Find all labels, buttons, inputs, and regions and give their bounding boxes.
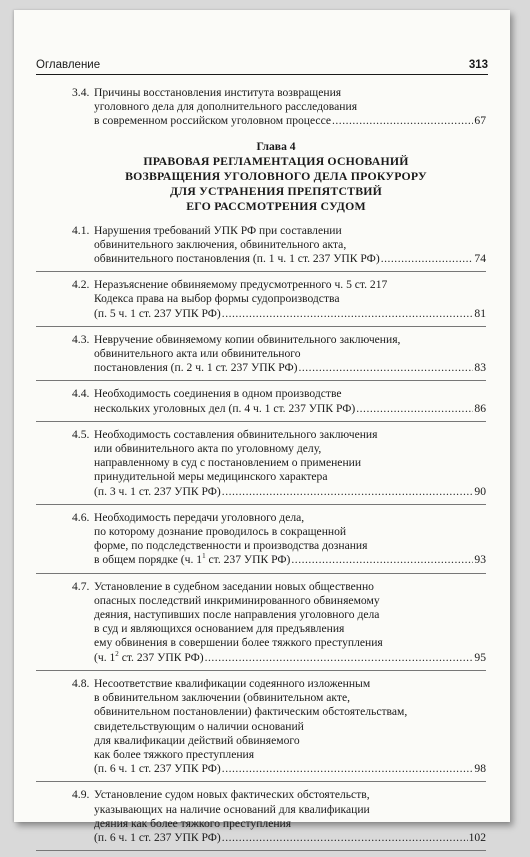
toc-entry[interactable] — [36, 428, 486, 505]
toc-page-number: 102 — [468, 830, 486, 844]
toc-entry-line: (п. 6 ч. 1 ст. 237 УПК РФ) — [94, 762, 221, 776]
chapter-title-line: ДЛЯ УСТРАНЕНИЯ ПРЕПЯТСТВИЙ — [169, 183, 383, 198]
toc-entry-line: деяния как более тяжкого преступления — [94, 816, 292, 830]
chapter-title-line: ЕГО РАССМОТРЕНИЯ СУДОМ — [186, 198, 366, 213]
toc-entry-line: Несоответствие квалификации содеянного изложенным — [94, 676, 371, 690]
toc-entry[interactable] — [36, 511, 486, 574]
toc-entry-number: 4.4. — [72, 387, 90, 401]
toc-page-number: 86 — [474, 401, 486, 415]
entry-separator — [36, 850, 486, 851]
toc-entry-line: принудительной меры медицинского характера — [94, 470, 328, 484]
toc-entry-line: опасных последствий инкриминированного обвиняемому — [94, 593, 380, 607]
toc-entry-line: Необходимость передачи уголовного дела, — [94, 510, 305, 524]
toc-entry-line: свидетельствующим о наличии оснований — [94, 719, 304, 733]
entry-separator — [36, 421, 486, 422]
dot-leader — [222, 762, 474, 776]
entry-separator — [36, 326, 486, 327]
toc-page-number: 83 — [474, 361, 486, 375]
toc-entry-line: нескольких уголовных дел (п. 4 ч. 1 ст. 237 УПК РФ) — [94, 401, 356, 415]
toc-entry-line: по которому дознание проводилось в сокращенной — [94, 525, 347, 539]
entry-separator — [36, 380, 486, 381]
toc-entry-line: или обвинительного акта по уголовному делу, — [94, 442, 322, 456]
table-of-contents — [36, 86, 486, 857]
toc-entry-line: Неразъяснение обвиняемому предусмотренного ч. 5 ст. 217 — [94, 278, 388, 292]
toc-page-number: 90 — [474, 484, 486, 498]
toc-entry-line: в современном российском уголовном процессе — [94, 114, 332, 128]
toc-entry-line: Необходимость составления обвинительного заключения — [94, 427, 378, 441]
chapter-title-line: ВОЗВРАЩЕНИЯ УГОЛОВНОГО ДЕЛА ПРОКУРОРУ — [125, 168, 427, 183]
toc-entry-line: (ч. $1^2$ ст. 237 УПК РФ) — [94, 649, 204, 664]
toc-entry[interactable] — [36, 86, 486, 129]
running-header — [36, 54, 488, 75]
toc-entry[interactable] — [36, 278, 486, 327]
toc-page-number: 74 — [474, 252, 486, 266]
toc-entry-line: указывающих на наличие оснований для квалификации — [94, 802, 370, 816]
toc-entry[interactable] — [36, 677, 486, 782]
dot-leader — [356, 402, 473, 416]
toc-entry[interactable] — [36, 580, 486, 671]
entry-separator — [36, 504, 486, 505]
entry-separator — [36, 573, 486, 574]
toc-entry-number: 4.2. — [72, 278, 90, 292]
toc-entry-line: обвинительном постановлении) фактическим обстоятельствам, — [94, 705, 408, 719]
entry-separator — [36, 781, 486, 782]
book-page — [14, 10, 510, 844]
toc-entry-number: 4.3. — [72, 332, 90, 346]
toc-page-number: 93 — [474, 553, 486, 567]
dot-leader — [332, 114, 473, 128]
toc-entry[interactable] — [36, 387, 486, 421]
toc-entry-number: 4.1. — [72, 223, 90, 237]
toc-entry-line: направленному в суд с постановлением о применении — [94, 456, 362, 470]
toc-page-number: 98 — [474, 762, 486, 776]
section-title: Оглавление — [36, 59, 101, 71]
toc-entry-line: как более тяжкого преступления — [94, 747, 255, 761]
dot-leader — [222, 307, 474, 321]
toc-entry-line: Установление в судебном заседании новых общественно — [94, 579, 374, 593]
toc-entry[interactable] — [36, 788, 486, 851]
toc-entry-line: для квалификации действий обвиняемого — [94, 733, 300, 747]
toc-entry-line: Кодекса права на выбор формы судопроизводства — [94, 292, 340, 306]
toc-entry[interactable] — [36, 224, 486, 273]
toc-entry-number: 4.7. — [72, 579, 90, 593]
dot-leader — [222, 831, 468, 845]
toc-entry-line: обвинительного заключения, обвинительного акта, — [94, 237, 347, 251]
toc-entry-line: (п. 5 ч. 1 ст. 237 УПК РФ) — [94, 306, 221, 320]
toc-entry-line: обвинительного постановления (п. 1 ч. 1 ст. 237 УПК РФ) — [94, 252, 380, 266]
toc-page-number: 95 — [474, 650, 486, 664]
dot-leader — [291, 553, 473, 567]
dot-leader — [205, 651, 474, 665]
toc-entry-line: Причины восстановления института возвращения — [94, 86, 342, 99]
dot-leader — [222, 485, 474, 499]
toc-entry-number: 4.9. — [72, 788, 90, 802]
chapter-title-line: ПРАВОВАЯ РЕГЛАМЕНТАЦИЯ ОСНОВАНИЙ — [143, 153, 409, 168]
toc-entry[interactable] — [36, 333, 486, 382]
toc-entry-line: постановления (п. 2 ч. 1 ст. 237 УПК РФ) — [94, 361, 298, 375]
toc-page-number: 81 — [474, 306, 486, 320]
chapter-label: Глава 4 — [256, 139, 296, 153]
toc-entry-line: (п. 6 ч. 1 ст. 237 УПК РФ) — [94, 830, 221, 844]
toc-entry-number: 4.5. — [72, 427, 90, 441]
toc-entry-line: Невручение обвиняемому копии обвинительного заключения, — [94, 332, 401, 346]
toc-entry-line: (п. 3 ч. 1 ст. 237 УПК РФ) — [94, 484, 221, 498]
toc-entry-line: Нарушения требований УПК РФ при составлении — [94, 223, 342, 237]
chapter-4-entries — [36, 224, 486, 852]
toc-entry-number: 3.4. — [72, 86, 90, 99]
toc-entry-line: ему обвинения в совершении более тяжкого преступления — [94, 636, 383, 650]
dot-leader — [381, 252, 474, 266]
toc-entry-line: в общем порядке (ч. $1^1$ ст. 237 УПК РФ) — [94, 552, 291, 567]
toc-entry-line: в обвинительном заключении (обвинительном акте, — [94, 691, 350, 705]
toc-entry-number: 4.8. — [72, 676, 90, 690]
dot-leader — [298, 361, 473, 375]
chapter-heading — [66, 139, 486, 214]
toc-entry-line: деяния, наступивших после направления уголовного дела — [94, 608, 380, 622]
toc-entry-line: Установление судом новых фактических обстоятельств, — [94, 788, 370, 802]
page-number: 313 — [468, 59, 488, 71]
toc-entry-line: Необходимость соединения в одном производстве — [94, 387, 342, 401]
toc-entry-line: уголовного дела для дополнительного расследования — [94, 100, 358, 114]
toc-entry-line: в суд и являющихся основанием для предъявления — [94, 622, 345, 636]
toc-page-number: 67 — [474, 114, 486, 128]
toc-entry-line: обвинительного акта или обвинительного — [94, 347, 301, 361]
toc-entry-number: 4.6. — [72, 510, 90, 524]
entry-separator — [36, 271, 486, 272]
entry-separator — [36, 670, 486, 671]
toc-entry-line: форме, по подследственности и производства дознания — [94, 539, 368, 553]
